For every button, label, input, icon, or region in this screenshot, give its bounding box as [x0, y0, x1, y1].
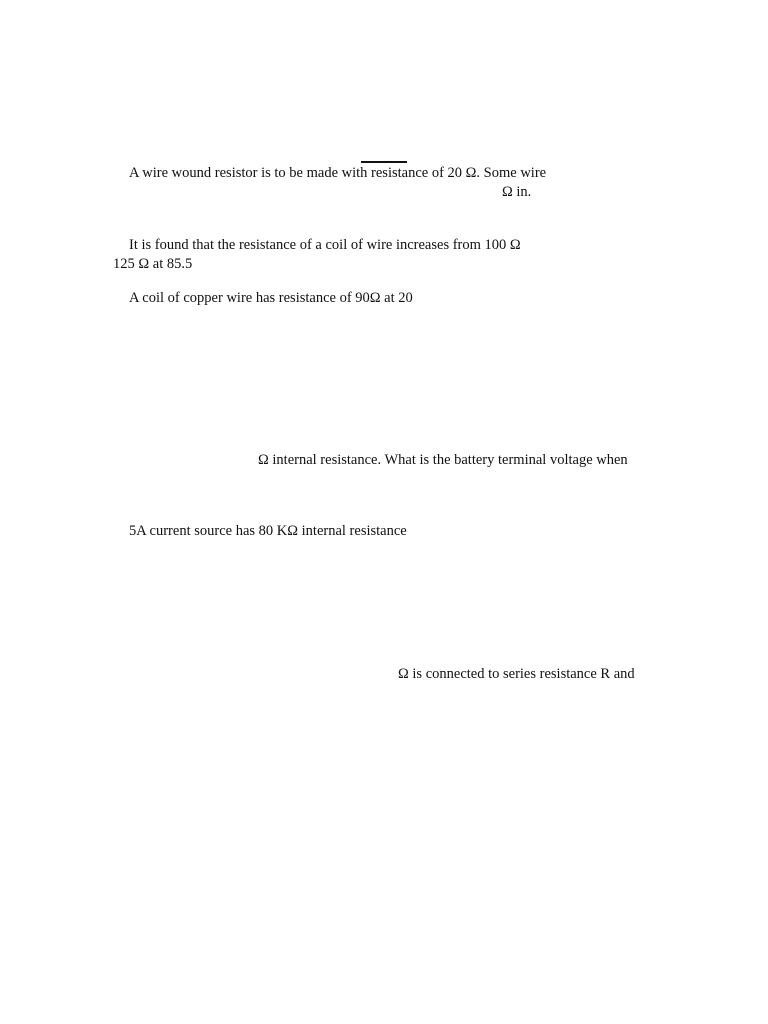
text-line-1: A wire wound resistor is to be made with resistance of 20 Ω. Some wire	[129, 165, 547, 181]
text-line-8: Ω is connected to series resistance R and	[398, 666, 635, 682]
text-line-5: A coil of copper wire has resistance of 90Ω at 20	[129, 290, 413, 306]
text-line-3: It is found that the resistance of a coil of wire increases from 100 Ω	[129, 237, 521, 253]
text-line-6: Ω internal resistance. What is the battery terminal voltage when	[258, 452, 628, 468]
text-line-4: 125 Ω at 85.5	[113, 256, 193, 272]
text-line-7: 5A current source has 80 KΩ internal resistance	[129, 523, 407, 539]
overline-mark	[361, 161, 407, 163]
text-line-2: Ω in.	[502, 184, 532, 200]
